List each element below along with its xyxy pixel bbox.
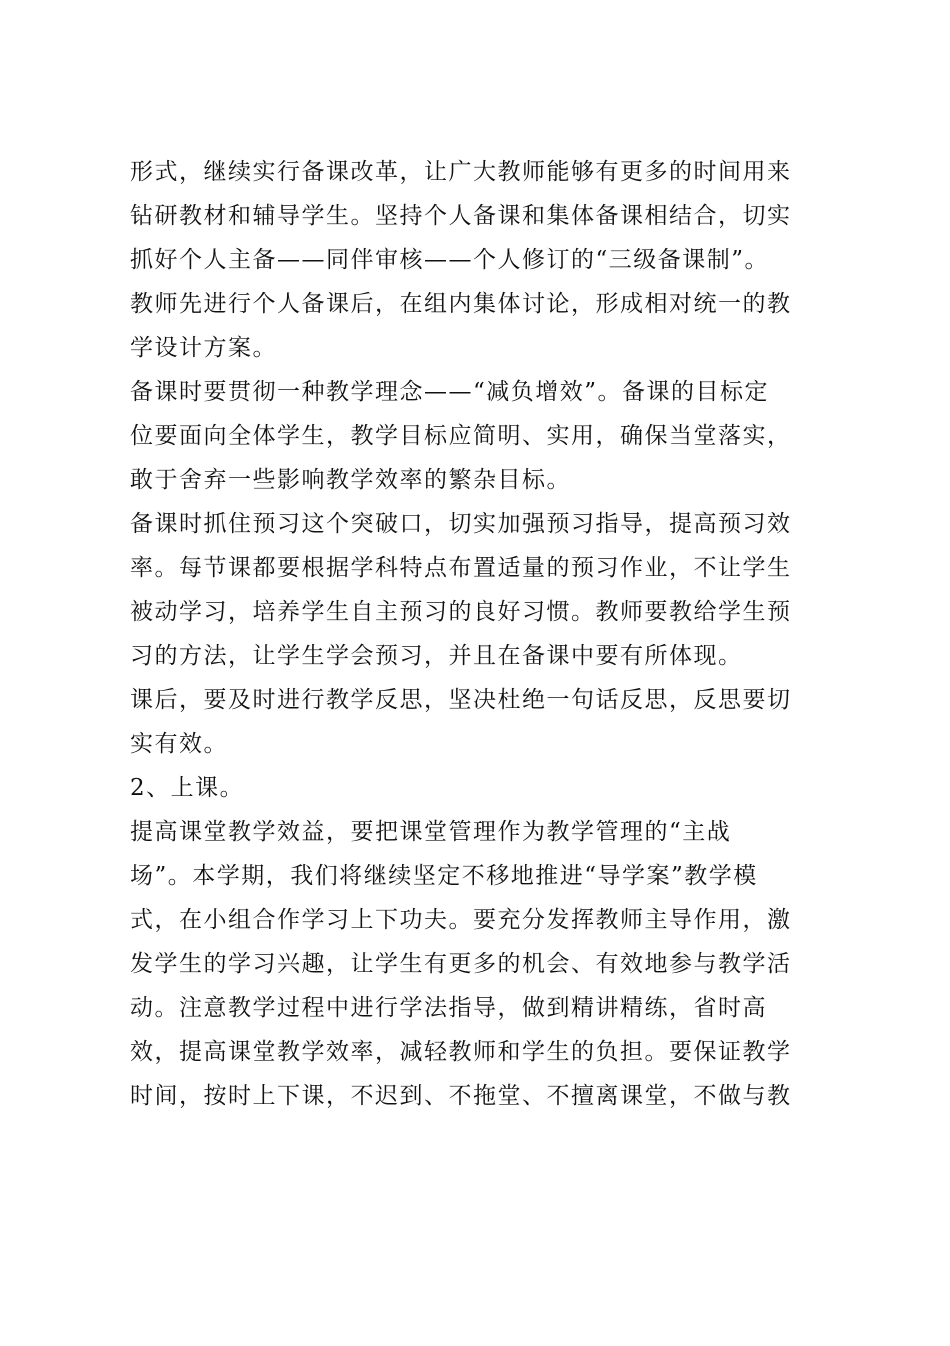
text-line: 习的方法，让学生学会预习，并且在备课中要有所体现。	[130, 643, 743, 669]
text-line: 学设计方案。	[130, 335, 277, 361]
text-line: 钻研教材和辅导学生。坚持个人备课和集体备课相结合，切实	[130, 203, 792, 229]
text-line: 课后，要及时进行教学反思，坚决杜绝一句话反思，反思要切	[130, 687, 792, 713]
text-line: 动。注意教学过程中进行学法指导，做到精讲精练，省时高	[130, 995, 767, 1021]
text-line: 备课时抓住预习这个突破口，切实加强预习指导，提高预习效	[130, 511, 792, 537]
text-line: 形式，继续实行备课改革，让广大教师能够有更多的时间用来	[130, 159, 792, 185]
text-line: 敢于舍弃一些影响教学效率的繁杂目标。	[130, 467, 571, 493]
text-line: 教师先进行个人备课后，在组内集体讨论，形成相对统一的教	[130, 291, 792, 317]
text-line: 时间，按时上下课，不迟到、不拖堂、不擅离课堂，不做与教	[130, 1083, 792, 1109]
text-line: 率。每节课都要根据学科特点布置适量的预习作业，不让学生	[130, 555, 792, 581]
text-line: 备课时要贯彻一种教学理念——“减负增效”。备课的目标定	[130, 379, 770, 405]
text-line: 抓好个人主备——同伴审核——个人修订的“三级备课制”。	[130, 247, 770, 273]
body-text	[130, 150, 830, 1118]
text-line: 实有效。	[130, 731, 228, 757]
text-line: 提高课堂教学效益，要把课堂管理作为教学管理的“主战	[130, 819, 732, 845]
text-line: 场”。本学期，我们将继续坚定不移地推进“导学案”教学模	[130, 863, 758, 889]
section-heading: 2、上课。	[130, 775, 245, 801]
text-line: 式，在小组合作学习上下功夫。要充分发挥教师主导作用，激	[130, 907, 792, 933]
text-line: 效，提高课堂教学效率，减轻教师和学生的负担。要保证教学	[130, 1039, 792, 1065]
text-line: 位要面向全体学生，教学目标应简明、实用，确保当堂落实，	[130, 423, 792, 449]
text-line: 被动学习，培养学生自主预习的良好习惯。教师要教给学生预	[130, 599, 792, 625]
text-line: 发学生的学习兴趣，让学生有更多的机会、有效地参与教学活	[130, 951, 792, 977]
